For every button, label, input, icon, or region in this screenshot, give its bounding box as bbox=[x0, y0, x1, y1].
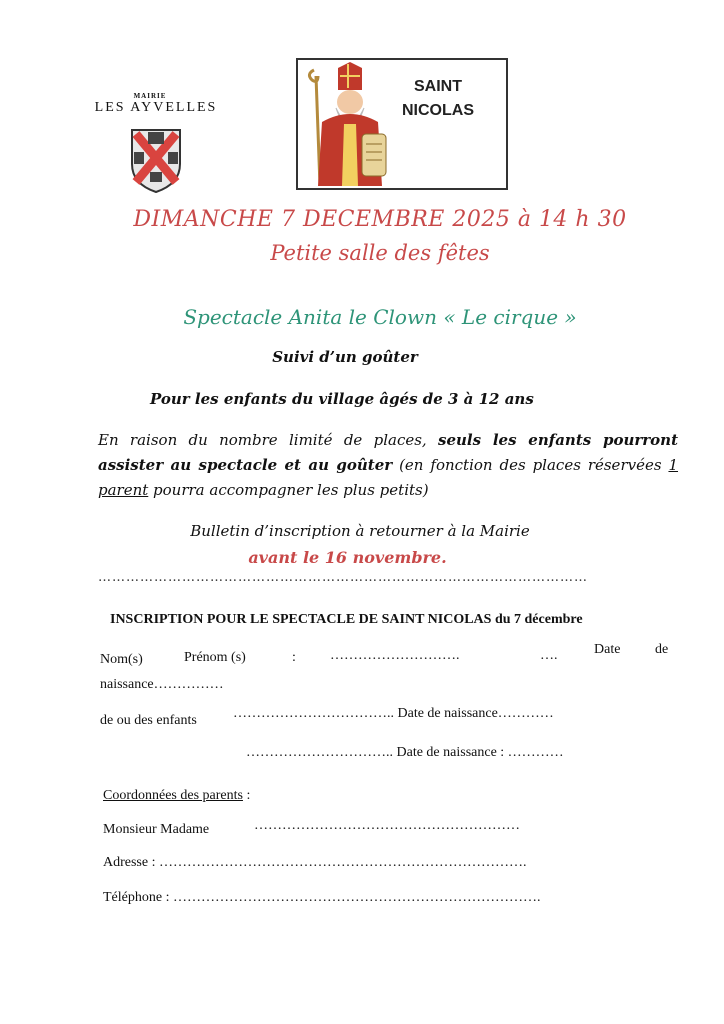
notice-part1: En raison du nombre limité de places, bbox=[98, 431, 439, 449]
form-title: INSCRIPTION POUR LE SPECTACLE DE SAINT NICOLAS du 7 décembre bbox=[110, 612, 583, 627]
event-audience: Pour les enfants du village âgés de 3 à 12 ans bbox=[150, 390, 534, 408]
parents-colon: : bbox=[242, 788, 251, 803]
nom-colon: : bbox=[292, 650, 296, 665]
notice-underlined: 1 parent bbox=[98, 456, 679, 499]
event-date: DIMANCHE 7 DECEMBRE 2025 à 14 h 30 bbox=[133, 207, 627, 232]
saint-nicolas-title-line2: NICOLAS bbox=[402, 102, 474, 119]
mairie-label: MAIRIE bbox=[133, 92, 167, 100]
enfant-2-field[interactable]: ………………………….. Date de naissance : ………… bbox=[246, 745, 564, 760]
nom-field[interactable]: ………………………. bbox=[330, 648, 460, 663]
de-label: de bbox=[655, 642, 669, 657]
mairie-name: LES AYVELLES bbox=[94, 100, 218, 115]
naissance-field[interactable]: naissance…………… bbox=[100, 677, 224, 692]
coat-of-arms-icon bbox=[128, 124, 184, 194]
notice-paragraph bbox=[98, 428, 678, 503]
notice-bulletin: Bulletin d’inscription à retourner à la Mairie bbox=[190, 522, 530, 540]
enfant-1-field[interactable]: …………………………….. Date de naissance………… bbox=[233, 706, 554, 721]
prenom-label: Prénom (s) bbox=[184, 650, 246, 665]
saint-nicolas-title-line1: SAINT bbox=[414, 78, 462, 95]
parents-label: Coordonnées des parents bbox=[103, 788, 243, 803]
notice-part3: pourra accompagner les plus petits) bbox=[148, 481, 429, 499]
monsieur-madame-label: Monsieur Madame bbox=[103, 822, 210, 837]
date-label: Date bbox=[594, 642, 621, 657]
event-place: Petite salle des fêtes bbox=[270, 241, 490, 265]
notice-bold: seuls les enfants pourront assister au spectacle et au goûter bbox=[98, 431, 679, 474]
notice-deadline: avant le 16 novembre. bbox=[248, 548, 447, 567]
telephone-field[interactable]: Téléphone : ……………………………………………………………………. bbox=[103, 890, 541, 905]
parents-heading bbox=[103, 788, 250, 804]
notice-part2: (en fonction des places réservées bbox=[392, 456, 669, 474]
parent-name-field[interactable]: ………………………………………………… bbox=[254, 818, 520, 833]
enfants-label: de ou des enfants bbox=[100, 713, 197, 728]
cut-line: …………………………………………………………………………………………… bbox=[98, 570, 588, 585]
event-show: Spectacle Anita le Clown « Le cirque » bbox=[183, 305, 577, 329]
nom-field-extra[interactable]: …. bbox=[540, 648, 558, 663]
adresse-field[interactable]: Adresse : ……………………………………………………………………. bbox=[103, 855, 527, 870]
saint-nicolas-title bbox=[378, 75, 498, 123]
event-followed-by: Suivi d’un goûter bbox=[272, 348, 418, 366]
nom-label: Nom(s) bbox=[100, 652, 143, 667]
